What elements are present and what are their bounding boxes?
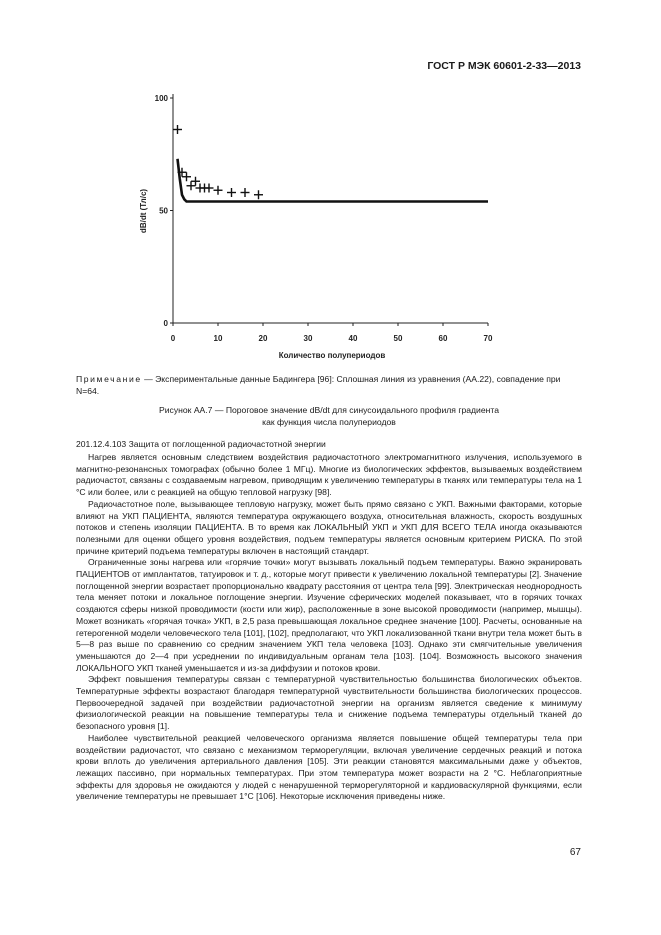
data-points: [173, 125, 263, 199]
x-tick-label: 10: [213, 334, 223, 343]
body-text: [76, 452, 582, 803]
paragraph-5: Наиболее чувствительной реакцией человеческого организма является повышение общей температуры тела при воздействии радиочастот, что связано с механизмом терморегуляции, включая увеличение сердечных реакций и потока крови вплоть до увеличения артериального давления [105]. Эти реакции становятся максимальными даже у объектов, лежащих пассивно, при нормальных температурах. При этом температура может возрасти на 2 °C. Неблагоприятные эффекты для здоровья не ожидаются у людей с ненарушенной терморегуляторной и кардиоваскулярной функциями, если увеличение температуры не превышает 1°C [106]. Некоторые исключения приведены ниже.: [76, 732, 582, 802]
data-point: [191, 177, 200, 186]
paragraph-1: Нагрев является основным следствием воздействия радиочастотного электромагнитного излучения, используемого в магнитно-резонансных томографах (обычно более 1 МГц). Многие из биологических эффектов, вызываемых воздействием радиочастот, связаны с создаваемым нагревом, приводящим к увеличению температуры в тканях или температуры тела на 1 °C или более, или с реакцией на общую тепловой нагрузку [98].: [76, 452, 582, 498]
data-point: [214, 186, 223, 195]
y-tick-label: 0: [163, 319, 168, 328]
y-axis-label: dB/dt (Тл/с): [139, 188, 148, 234]
y-tick-label: 50: [159, 206, 168, 216]
x-tick-label: 0: [170, 334, 176, 343]
fit-line: [178, 159, 489, 202]
paragraph-2: Радиочастотное поле, вызывающее тепловую нагрузку, может быть прямо связано с УКП. Важными факторами, которые влияют на УКП ПАЦИЕНТА, являются температура окружающего воздуха, относительная влажность, скорость воздушных потоков и степень изоляции ПАЦИЕНТА. В то время как ЛОКАЛЬНЫЙ УКП и УКП ДЛЯ ВСЕГО ТЕЛА иногда оказываются полезными для оценки общего уровня воздействия, подъем температуры является основным критерием РИСКА. По этой причине критерий подъема температуры включен в настоящий стандарт.: [76, 498, 582, 556]
data-point: [182, 172, 191, 181]
x-tick-label: 50: [393, 334, 403, 343]
x-axis-label: Количество полупериодов: [278, 351, 386, 360]
caption-line-1: Рисунок АА.7 — Пороговое значение dB/dt для синусоидального профиля градиента: [159, 405, 499, 415]
note-text: — Экспериментальные данные Бадингера [96]: Сплошная линия из уравнения (АА.22), совпадение при N=64.: [76, 374, 561, 396]
y-tick-label: 100: [154, 94, 168, 103]
data-point: [187, 181, 196, 190]
section-title: 201.12.4.103 Защита от поглощенной радиочастотной энергии: [76, 439, 326, 449]
x-tick-label: 70: [483, 334, 493, 343]
data-point: [227, 188, 236, 197]
data-point: [173, 125, 182, 134]
data-point: [254, 190, 263, 199]
note-label: Примечание: [76, 374, 142, 384]
data-point: [205, 184, 214, 193]
x-tick-label: 60: [438, 334, 448, 343]
figure-caption: [76, 404, 582, 428]
paragraph-3: Ограниченные зоны нагрева или «горячие точки» могут вызывать локальный подъем температуры. Важно экранировать ПАЦИЕНТОВ от имплантатов, татуировок и т. д., которые могут привести к увеличению локальной температуры [2]. Значение поглощенной энергии возрастает пропорционально квадрату расстояния от центра тела [99]. Электрическая неоднородность тела меняет потоки и локальное поглощение энергии. Изучение сферических моделей показывает, что в горячих точках создаются сферы низкой проводимости (кости или жир), расположенные в зоне высокой проводимости (например, мышцы). Может возникать «горячая точка» УКП, в 2,5 раза превышающая локальное среднее значение [100]. Расчеты, основанные на гетерогенной модели человеческого тела [101], [102], предполагают, что УКП локализованной ткани внутри тела может быть в 5—8 раз выше по сравнению со средним значением УКП тела человека [103]. Однако эти смягчительные увеличения уменьшаются до 2—4 при усреднении по индивидуальным органам тела [103]. [104]. Возможность высокого значения ЛОКАЛЬНОГО УКП тканей уменьшается и из-за диффузии и потоков крови.: [76, 557, 582, 673]
paragraph-4: Эффект повышения температуры связан с температурной чувствительностью большинства биологических объектов. Температурные эффекты возрастают благодаря температурной чувствительности большинства биологических процессов. Первоочередной задачей при воздействии радиочастотной энергии на организм является сведение к минимуму физиологической реакции на повышение температуры тела и снижение подъема температуры отдельный тканей до безопасного уровня [1].: [76, 674, 582, 732]
fit-line-group: [178, 159, 489, 202]
document-header: ГОСТ Р МЭК 60601-2-33—2013: [427, 60, 581, 72]
data-point: [241, 188, 250, 197]
x-tick-label: 20: [258, 334, 268, 343]
page-number: 67: [569, 847, 581, 858]
chart-axes: [173, 94, 488, 323]
x-tick-label: 40: [348, 334, 358, 343]
threshold-chart: [0, 0, 661, 370]
caption-line-2: как функция числа полупериодов: [262, 417, 396, 427]
chart-ticks: [155, 94, 493, 343]
x-tick-label: 30: [303, 334, 313, 343]
figure-note: [76, 373, 582, 397]
